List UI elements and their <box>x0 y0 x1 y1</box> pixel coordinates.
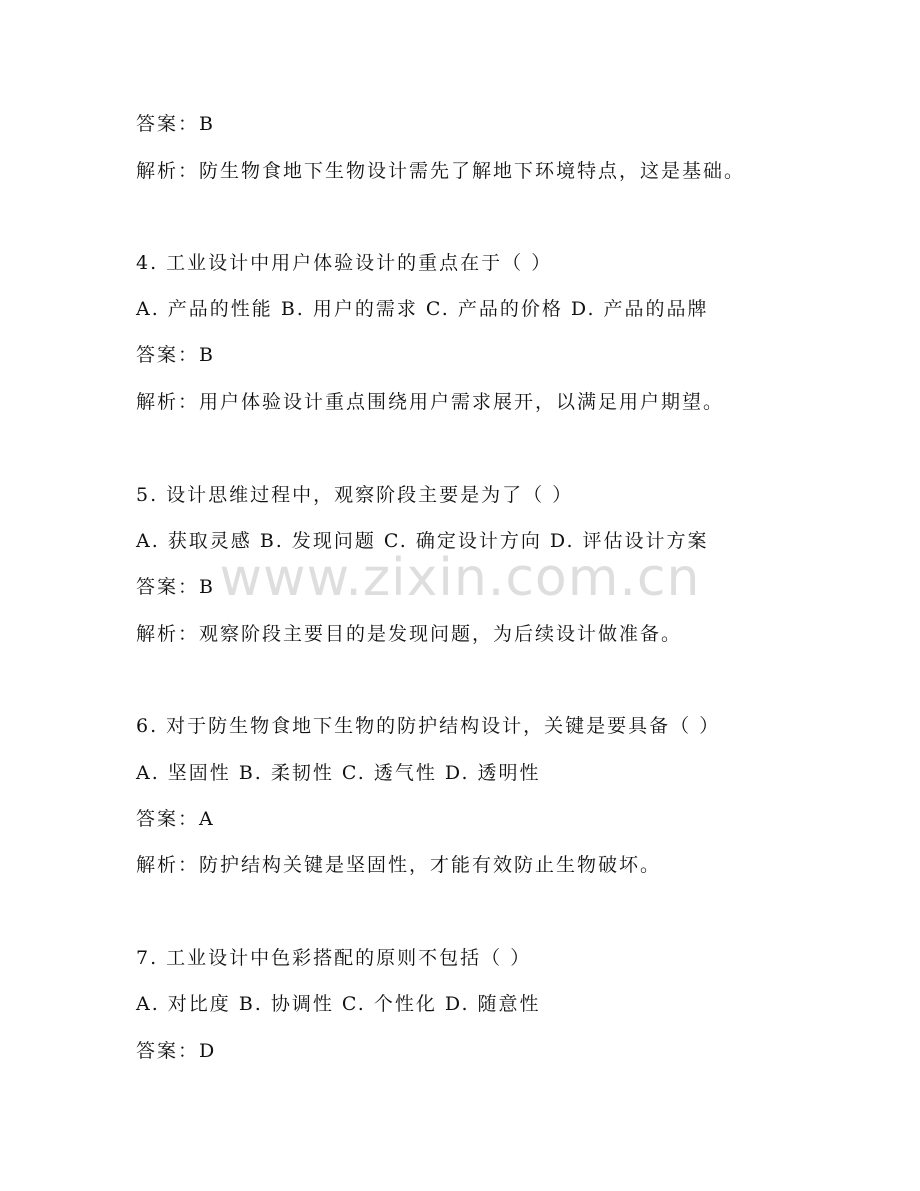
question-4: 4. 工业设计中用户体验设计的重点在于（ ） <box>136 252 553 274</box>
options-6: A. 坚固性 B. 柔韧性 C. 透气性 D. 透明性 <box>136 762 541 784</box>
explanation-line-5: 解析：观察阶段主要目的是发现问题，为后续设计做准备。 <box>136 623 683 645</box>
answer-line-5: 答案：B <box>136 576 215 598</box>
answer-line-3: 答案：B <box>136 113 215 135</box>
answer-line-6: 答案：A <box>136 808 215 830</box>
options-7: A. 对比度 B. 协调性 C. 个性化 D. 随意性 <box>136 993 541 1015</box>
question-6: 6. 对于防生物食地下生物的防护结构设计，关键是要具备（ ） <box>136 715 721 737</box>
explanation-line-3: 解析：防生物食地下生物设计需先了解地下环境特点，这是基础。 <box>136 160 746 182</box>
answer-line-4: 答案：B <box>136 344 215 366</box>
answer-line-7: 答案：D <box>136 1040 217 1062</box>
explanation-line-6: 解析：防护结构关键是坚固性，才能有效防止生物破坏。 <box>136 854 662 876</box>
question-5: 5. 设计思维过程中，观察阶段主要是为了（ ） <box>136 484 574 506</box>
options-5: A. 获取灵感 B. 发现问题 C. 确定设计方向 D. 评估设计方案 <box>136 530 709 552</box>
explanation-line-4: 解析：用户体验设计重点围绕用户需求展开，以满足用户期望。 <box>136 391 725 413</box>
question-7: 7. 工业设计中色彩搭配的原则不包括（ ） <box>136 947 532 969</box>
options-4: A. 产品的性能 B. 用户的需求 C. 产品的价格 D. 产品的品牌 <box>136 298 709 320</box>
watermark: www.zixin.com.cn <box>219 548 701 608</box>
